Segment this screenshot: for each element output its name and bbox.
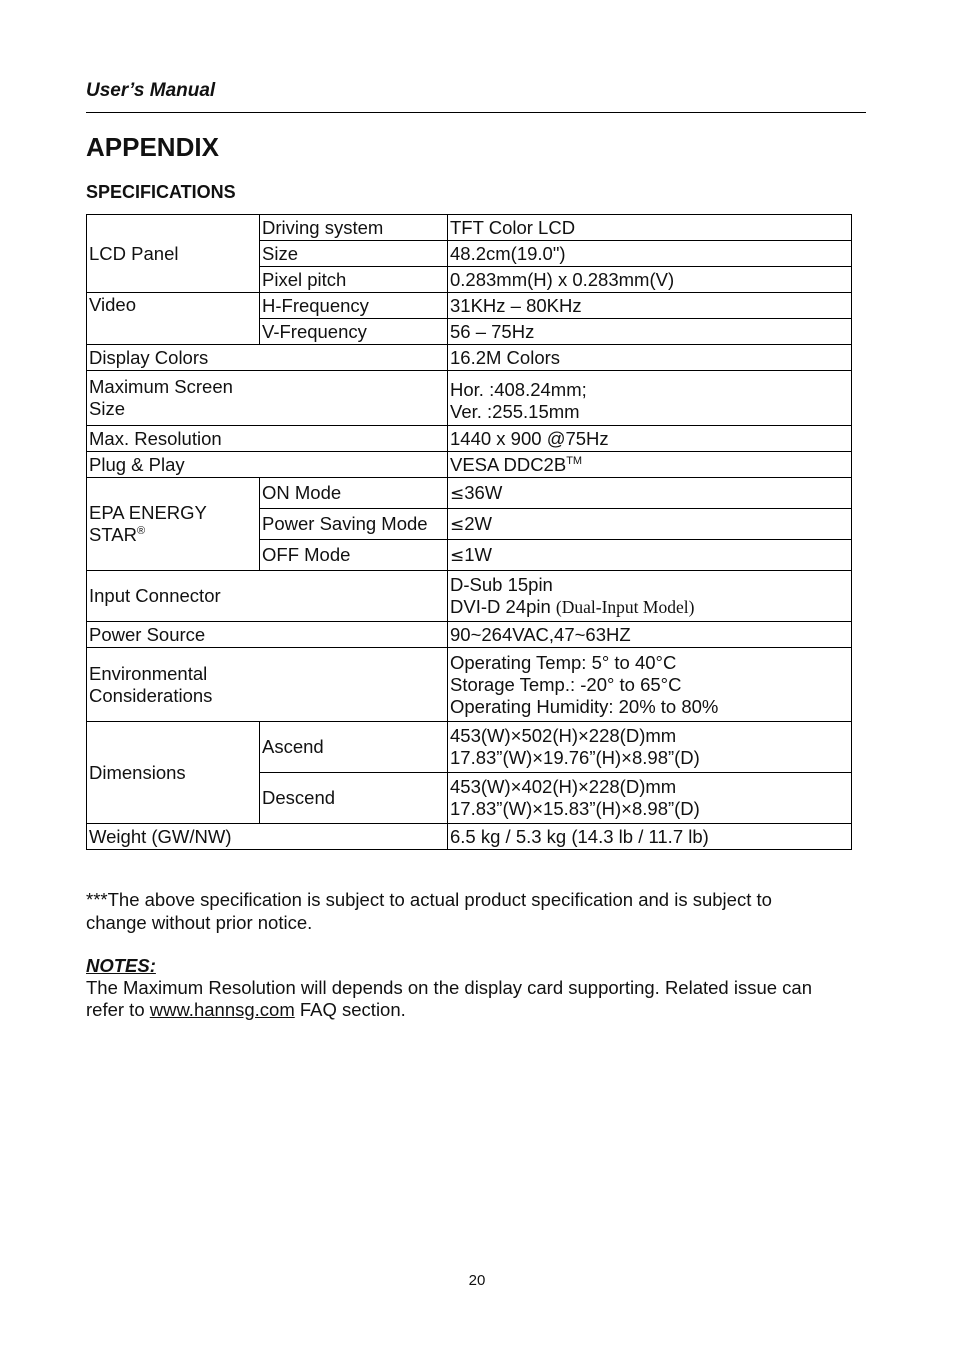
spec-value [448,571,852,622]
value-line: DVI-D 24pin (Dual-Input Model) [450,596,695,617]
value-line: Operating Humidity: 20% to 80% [450,695,719,717]
value-line: Hor. :408.24mm; [450,378,587,400]
registered-mark: ® [136,524,146,537]
value-line: Storage Temp.: -20° to 65°C [450,673,682,695]
table-row [87,345,852,371]
table-row [87,571,852,622]
model-note: (Dual-Input Model) [555,597,695,617]
spec-label-input-connector: Input Connector [87,571,448,622]
spec-value [448,371,852,426]
value-line: Operating Temp: 5° to 40°C [450,651,677,673]
label-line: Maximum Screen [89,376,233,397]
spec-sublabel: Driving system [260,215,448,241]
spec-value: TFT Color LCD [448,215,852,241]
spec-sublabel: H-Frequency [260,293,448,319]
notes-heading: NOTES: [86,955,156,976]
spec-sublabel: V-Frequency [260,319,448,345]
notes-line: refer to www.hannsg.com FAQ section. [86,999,406,1020]
value-line: 453(W)×402(H)×228(D)mm [450,776,677,797]
spec-label-environment [87,648,448,722]
spec-sublabel: Descend [260,773,448,824]
spec-value [448,648,852,722]
spec-label-video: Video [87,293,260,345]
spec-value: ≤36W [448,478,852,509]
notes-line: The Maximum Resolution will depends on the display card supporting. Related issue can [86,977,812,998]
label-line: Environmental [89,662,208,684]
table-row [87,371,852,426]
spec-sublabel: Ascend [260,722,448,773]
spec-value [448,773,852,824]
spec-value: 1440 x 900 @75Hz [448,426,852,452]
label-line: Size [89,398,125,419]
trademark-mark: TM [566,454,583,467]
spec-label-max-resolution: Max. Resolution [87,426,448,452]
spec-value [448,452,852,478]
spec-sublabel: Pixel pitch [260,267,448,293]
spec-value: 48.2cm(19.0") [448,241,852,267]
spec-label-power-source: Power Source [87,622,448,648]
page-number: 20 [468,1272,486,1289]
spec-value: 0.283mm(H) x 0.283mm(V) [448,267,852,293]
less-equal-symbol: ≤ [450,483,465,504]
spec-sublabel: OFF Mode [260,540,448,571]
table-row [87,824,852,850]
spec-value: ≤1W [448,540,852,571]
label-line: Considerations [89,684,213,706]
spec-label-plug-play: Plug & Play [87,452,448,478]
spec-label-lcd-panel: LCD Panel [87,215,260,293]
value-line: D-Sub 15pin [450,574,553,595]
value-text: VESA DDC2B [450,453,567,475]
disclaimer-line: change without prior notice. [86,912,313,933]
spec-sublabel: ON Mode [260,478,448,509]
spec-sublabel: Power Saving Mode [260,509,448,540]
spec-value: 90~264VAC,47~63HZ [448,622,852,648]
header-divider [86,112,866,113]
spec-value: 6.5 kg / 5.3 kg (14.3 lb / 11.7 lb) [448,824,852,850]
label-line: STAR® [89,524,146,545]
table-row [87,722,852,773]
spec-label-weight: Weight (GW/NW) [87,824,448,850]
table-row [87,215,852,241]
spec-value [448,722,852,773]
label-line: EPA ENERGY [89,502,207,523]
running-header: User’s Manual [86,80,216,101]
table-row [87,648,852,722]
spec-label-display-colors: Display Colors [87,345,448,371]
table-row [87,478,852,509]
spec-sublabel: Size [260,241,448,267]
section-title: SPECIFICATIONS [86,182,236,202]
less-equal-symbol: ≤ [450,514,465,535]
table-row [87,622,852,648]
disclaimer-line: ***The above specification is subject to actual product specification and is subject to [86,889,772,910]
less-equal-symbol: ≤ [450,545,465,566]
table-row [87,293,852,319]
spec-value: ≤2W [448,509,852,540]
spec-value: 16.2M Colors [448,345,852,371]
table-row [87,452,852,478]
value-line: Ver. :255.15mm [450,400,580,422]
spec-label-max-screen-size [87,371,448,426]
value-line: 17.83”(W)×15.83”(H)×8.98”(D) [450,798,700,819]
specification-disclaimer [86,888,846,934]
spec-value: 31KHz – 80KHz [448,293,852,319]
spec-value: 56 – 75Hz [448,319,852,345]
value-line: 17.83”(W)×19.76”(H)×8.98”(D) [450,747,700,768]
spec-label-dimensions: Dimensions [87,722,260,824]
specifications-table [86,214,852,850]
spec-label-epa-energy-star [87,478,260,571]
table-row [87,426,852,452]
website-link[interactable]: www.hannsg.com [149,999,295,1020]
page-title: APPENDIX [86,132,219,162]
value-line: 453(W)×502(H)×228(D)mm [450,725,677,746]
notes-body [86,977,856,1021]
